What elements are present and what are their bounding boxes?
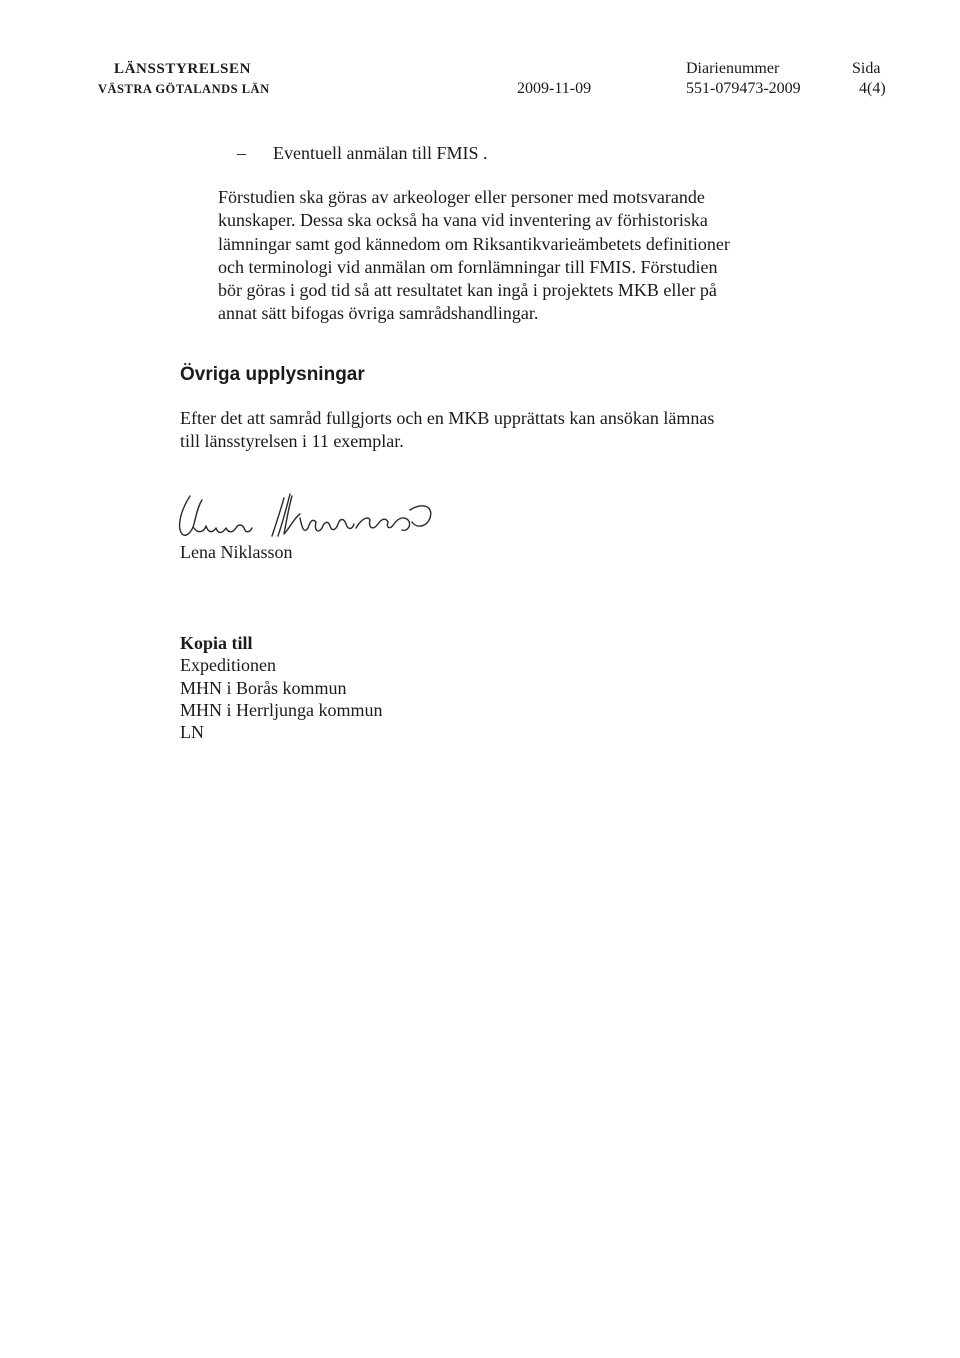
document-date: 2009-11-09 [517,80,592,97]
copies-title: Kopia till [180,633,253,653]
text-line: kunskaper. Dessa ska också ha vana vid inventering av förhistoriska [218,210,708,231]
copy-recipient: LN [180,722,204,743]
copy-recipient: Expeditionen [180,655,276,676]
text-line: bör göras i god tid så att resultatet kan ingå i projektets MKB eller på [218,280,717,301]
text-line: Förstudien ska göras av arkeologer eller personer med motsvarande [218,187,705,207]
org-name: LÄNSSTYRELSEN [114,61,252,77]
page-number: 4(4) [859,80,886,97]
text-line: och terminologi vid anmälan om fornlämningar till FMIS. Förstudien [218,256,718,277]
signer-name: Lena Niklasson [180,542,293,562]
text-line: till länsstyrelsen i 11 exemplar. [180,431,404,452]
text-line: annat sätt bifogas övriga samrådshandlingar. [218,303,539,324]
page-label: Sida [852,60,881,77]
copy-recipient: MHN i Herrljunga kommun [180,699,383,720]
text-line: Efter det att samråd fullgjorts och en MKB upprättats kan ansökan lämnas [180,408,715,428]
dash-marker: – [237,143,246,163]
text-line: lämningar samt god kännedom om Riksantikvarieämbetets definitioner [218,233,730,254]
paragraph-other-info [180,407,714,454]
bullet-item [237,143,487,164]
org-county: VÄSTRA GÖTALANDS LÄN [98,82,270,96]
reg-number: 551-079473-2009 [686,80,801,97]
bullet-text: Eventuell anmälan till FMIS . [273,143,488,163]
section-heading: Övriga upplysningar [180,364,365,385]
copies-section [180,632,382,743]
copy-recipient: MHN i Borås kommun [180,677,347,698]
reg-number-label: Diarienummer [686,60,780,77]
paragraph-prestudy [218,186,818,326]
handwritten-signature [172,488,442,548]
